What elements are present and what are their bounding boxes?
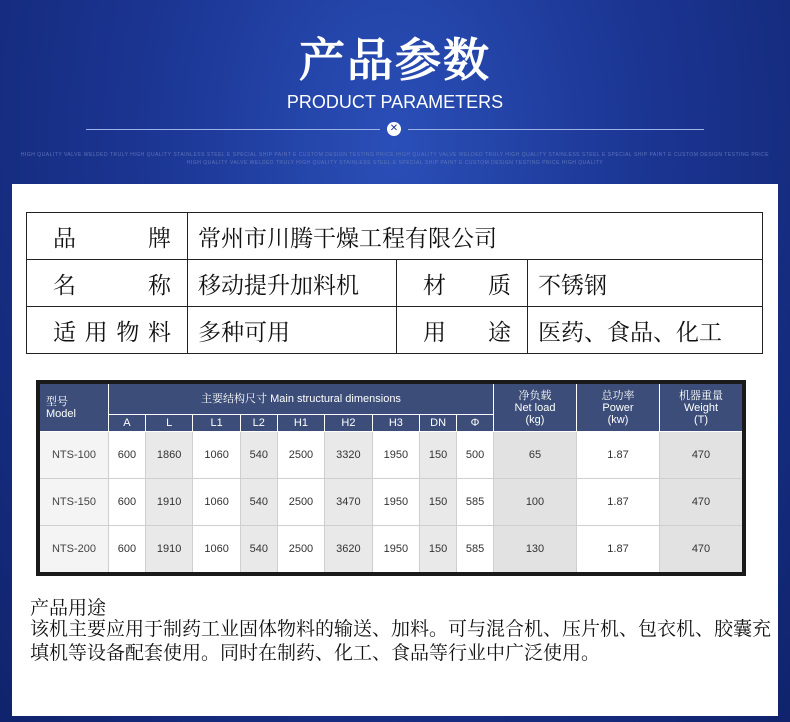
row-dim-l1: 1060 bbox=[193, 479, 240, 526]
row-dim-h3: 1950 bbox=[372, 479, 419, 526]
row-dim-l: 1910 bbox=[145, 479, 192, 526]
table-row bbox=[38, 479, 744, 526]
dim-col-a: A bbox=[109, 415, 146, 432]
row-dim-h2: 3620 bbox=[325, 526, 372, 575]
divider-x-icon: ✕ bbox=[387, 122, 401, 136]
row-power: 1.87 bbox=[577, 432, 660, 479]
dim-col-dn: DN bbox=[420, 415, 457, 432]
row-net-load: 100 bbox=[494, 479, 577, 526]
applicable-label: 适用物料 bbox=[27, 307, 188, 354]
page-title: 产品参数 bbox=[299, 33, 491, 87]
applicable-value: 多种可用 bbox=[188, 307, 397, 354]
row-dim-a: 600 bbox=[109, 526, 146, 575]
material-value: 不锈钢 bbox=[528, 260, 763, 307]
row-dim-dn: 150 bbox=[420, 479, 457, 526]
row-weight: 470 bbox=[660, 526, 745, 575]
row-dim-a: 600 bbox=[109, 432, 146, 479]
dim-col-l: L bbox=[145, 415, 192, 432]
row-dim-l: 1910 bbox=[145, 526, 192, 575]
dim-col-l2: L2 bbox=[240, 415, 277, 432]
row-dim-h1: 2500 bbox=[277, 526, 324, 575]
name-label: 名称 bbox=[27, 260, 188, 307]
brand-value: 常州市川腾干燥工程有限公司 bbox=[188, 213, 763, 260]
dim-col-h2: H2 bbox=[325, 415, 372, 432]
header-tiny-text-1: HIGH QUALITY VALVE WELDED TRULY HIGH QUALITY STAINLESS STEEL E SPECIAL SHIP PAINT E CUSTOM DESIGN TESTING PRICE HIGH QUALITY VALVE WELDED TRULY HIGH QUALITY STAINLESS STEEL E SPECIAL SHIP PAINT E CUSTOM DESIGN TESTING PRICE bbox=[20, 152, 770, 158]
dimensions-header: 主要结构尺寸 Main structural dimensions bbox=[109, 382, 494, 415]
info-row-brand bbox=[27, 213, 763, 260]
table-row bbox=[38, 432, 744, 479]
net-load-header: 净负载 Net load (kg) bbox=[494, 382, 577, 432]
row-net-load: 65 bbox=[494, 432, 577, 479]
brand-label: 品牌 bbox=[27, 213, 188, 260]
row-dim-h2: 3470 bbox=[325, 479, 372, 526]
row-dim-phi: 585 bbox=[457, 479, 494, 526]
row-power: 1.87 bbox=[577, 479, 660, 526]
header-divider-left bbox=[86, 129, 380, 130]
content-panel bbox=[12, 184, 778, 716]
row-dim-l2: 540 bbox=[240, 432, 277, 479]
usage-title: 产品用途 bbox=[30, 597, 107, 619]
row-dim-l1: 1060 bbox=[193, 526, 240, 575]
page-subtitle: PRODUCT PARAMETERS bbox=[286, 92, 504, 112]
row-dim-h3: 1950 bbox=[372, 432, 419, 479]
power-header: 总功率 Power (kw) bbox=[577, 382, 660, 432]
row-dim-dn: 150 bbox=[420, 526, 457, 575]
row-dim-a: 600 bbox=[109, 479, 146, 526]
row-dim-l1: 1060 bbox=[193, 432, 240, 479]
name-value: 移动提升加料机 bbox=[188, 260, 397, 307]
row-weight: 470 bbox=[660, 432, 745, 479]
dim-col-l1: L1 bbox=[193, 415, 240, 432]
row-net-load: 130 bbox=[494, 526, 577, 575]
row-dim-h3: 1950 bbox=[372, 526, 419, 575]
row-model: NTS-150 bbox=[38, 479, 109, 526]
material-label: 材质 bbox=[397, 260, 528, 307]
row-dim-h2: 3320 bbox=[325, 432, 372, 479]
row-dim-h1: 2500 bbox=[277, 479, 324, 526]
weight-header: 机器重量 Weight (T) bbox=[660, 382, 745, 432]
row-dim-h1: 2500 bbox=[277, 432, 324, 479]
row-dim-dn: 150 bbox=[420, 432, 457, 479]
header-divider-right bbox=[408, 129, 704, 130]
row-weight: 470 bbox=[660, 479, 745, 526]
header-tiny-text-2: HIGH QUALITY VALVE WELDED TRULY HIGH QUALITY STAINLESS STEEL E SPECIAL SHIP PAINT E CUSTOM DESIGN TESTING PRICE HIGH QUALITY bbox=[186, 160, 604, 166]
row-dim-phi: 500 bbox=[457, 432, 494, 479]
row-model: NTS-100 bbox=[38, 432, 109, 479]
row-power: 1.87 bbox=[577, 526, 660, 575]
info-row-applicable bbox=[27, 307, 763, 354]
use-value: 医药、食品、化工 bbox=[528, 307, 763, 354]
info-row-name bbox=[27, 260, 763, 307]
row-model: NTS-200 bbox=[38, 526, 109, 575]
dim-col-h1: H1 bbox=[277, 415, 324, 432]
model-header: 型号 Model bbox=[38, 382, 109, 432]
row-dim-phi: 585 bbox=[457, 526, 494, 575]
usage-description: 该机主要应用于制药工业固体物料的输送、加料。可与混合机、压片机、包衣机、胶囊充填机等设备配套使用。同时在制药、化工、食品等行业中广泛使用。 bbox=[30, 618, 772, 664]
dim-col-phi: Φ bbox=[457, 415, 494, 432]
dim-col-h3: H3 bbox=[372, 415, 419, 432]
use-label: 用途 bbox=[397, 307, 528, 354]
row-dim-l2: 540 bbox=[240, 479, 277, 526]
table-row bbox=[38, 526, 744, 575]
row-dim-l: 1860 bbox=[145, 432, 192, 479]
parameters-table bbox=[36, 380, 746, 576]
product-info-table bbox=[26, 212, 763, 354]
row-dim-l2: 540 bbox=[240, 526, 277, 575]
